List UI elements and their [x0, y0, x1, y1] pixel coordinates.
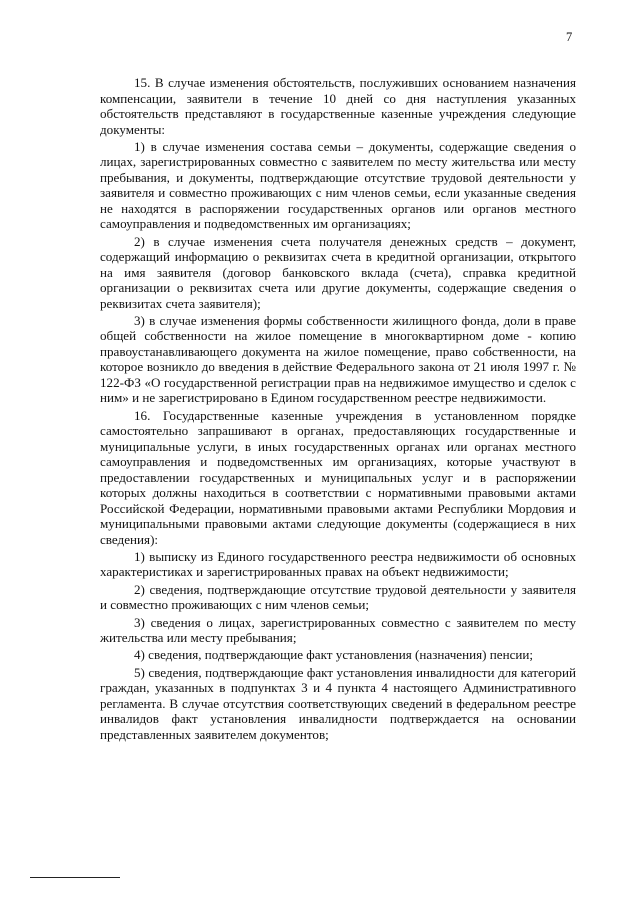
document-body [100, 75, 576, 744]
footnote-divider [30, 877, 120, 878]
paragraph-16-item-1: 1) выписку из Единого государственного реестра недвижимости об основных характеристиках и зарегистрированных правах на объект недвижимости; [100, 548, 576, 580]
paragraph-16: 16. Государственные казенные учреждения в установленном порядке самостоятельно запрашивают в органах, предоставляющих государственные и муниципальные услуги, в иных государственных органах или органах местного самоуправления и подведомственных им организациях, которые участвуют в предоставлении государственных и муниципальных услуг и в распоряжении которых должны находиться в соответствии с нормативными правовыми актами Российской Федерации, нормативными правовыми актами Республики Мордовия и муниципальными правовыми актами следующие документы (содержащиеся в них сведения): [100, 407, 576, 547]
page-number: 7 [566, 30, 573, 44]
paragraph-15-item-3: 3) в случае изменения формы собственности жилищного фонда, доли в праве общей собственности на жилое помещение в многоквартирном доме - копию правоустанавливающего документа на жилое помещение, право собственности, на которое возникло до введения в действие Федерального закона от 21 июля 1997 г. № 122-ФЗ «О государственной регистрации прав на недвижимое имущество и сделок с ним» и не зарегистрировано в Едином государственном реестре недвижимости. [100, 312, 576, 406]
paragraph-15-item-1: 1) в случае изменения состава семьи – документы, содержащие сведения о лицах, зарегистрированных совместно с заявителем по месту жительства или месту пребывания, и документы, подтверждающие отсутствие трудовой деятельности у заявителя и совместно проживающих с ним членов семьи, если указанные сведения не находятся в распоряжении государственных органов или органов местного самоуправления и подведомственных им организациях; [100, 138, 576, 232]
paragraph-15: 15. В случае изменения обстоятельств, послуживших основанием назначения компенсации, заявители в течение 10 дней со дня наступления указанных обстоятельств представляют в государственные казенные учреждения следующие документы: [100, 75, 576, 137]
paragraph-16-item-4: 4) сведения, подтверждающие факт установления (назначения) пенсии; [134, 647, 534, 663]
paragraph-16-item-2: 2) сведения, подтверждающие отсутствие трудовой деятельности у заявителя и совместно проживающих с ним членов семьи; [100, 581, 576, 613]
paragraph-16-item-3: 3) сведения о лицах, зарегистрированных совместно с заявителем по месту жительства или месту пребывания; [100, 614, 576, 646]
paragraph-16-item-5: 5) сведения, подтверждающие факт установления инвалидности для категорий граждан, указанных в подпунктах 3 и 4 пункта 4 настоящего Административного регламента. В случае отсутствия соответствующих сведений в федеральном реестре инвалидов факт установления инвалидности подтверждается на основании представленных заявителем документов; [100, 664, 576, 742]
paragraph-15-item-2: 2) в случае изменения счета получателя денежных средств – документ, содержащий информацию о реквизитах счета в кредитной организации, открытого на имя заявителя (договор банковского вклада (счета), справка кредитной организации о реквизитах счета или другие документы, содержащие сведения о реквизитах счета заявителя); [100, 233, 576, 311]
